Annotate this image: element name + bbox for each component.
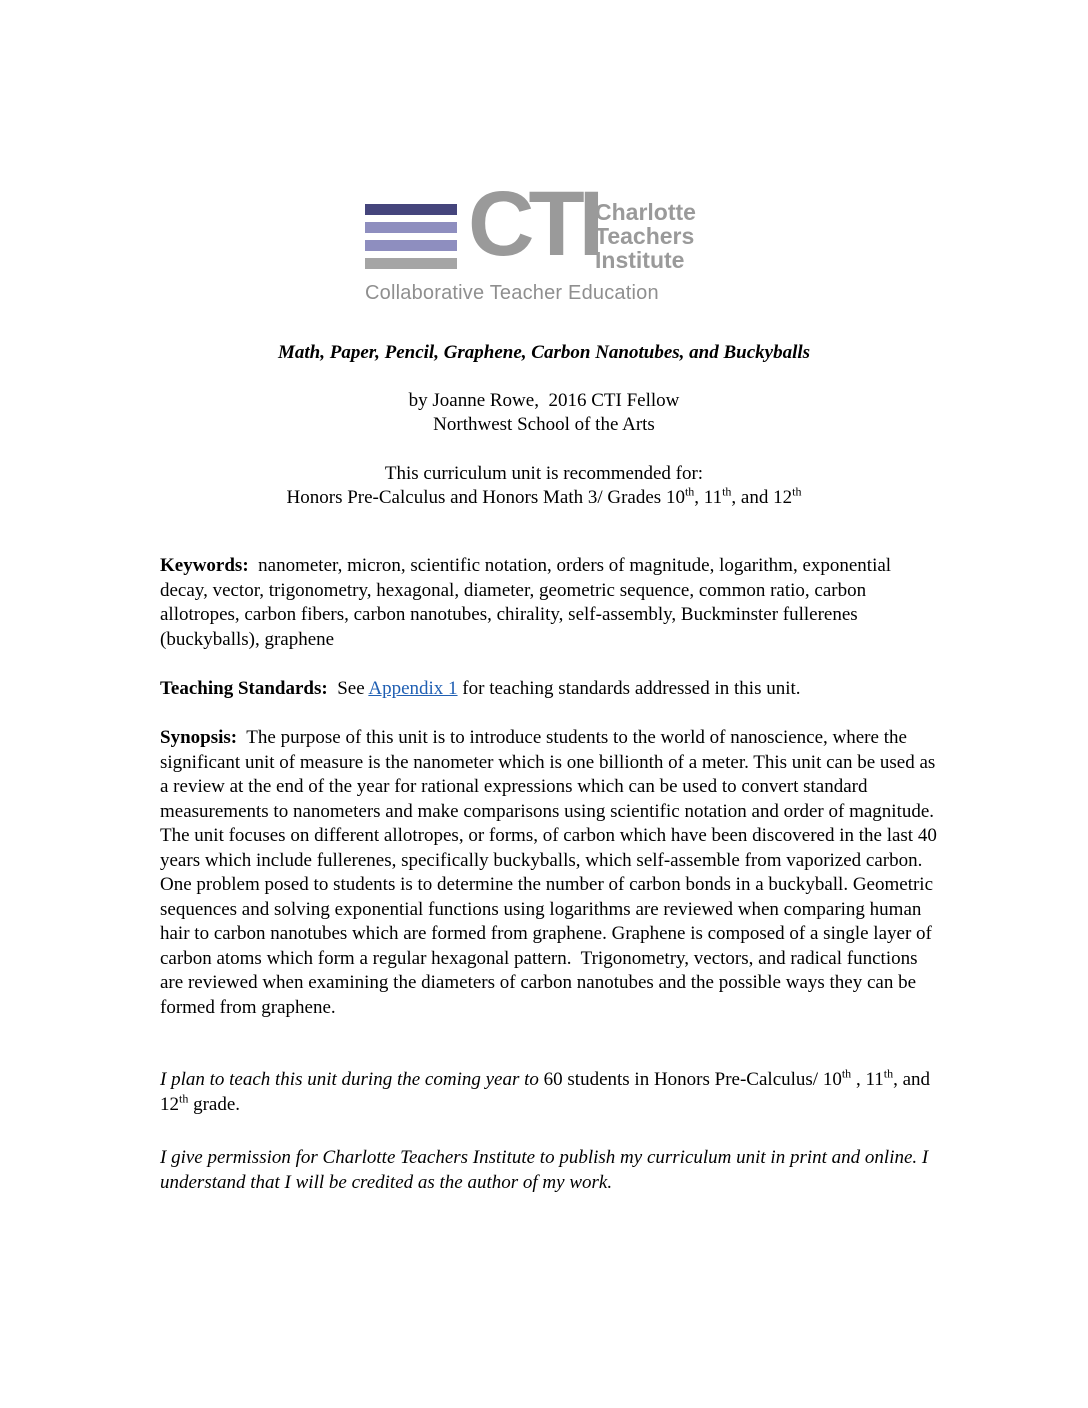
cti-logo [365, 173, 725, 306]
logo-stripes [365, 204, 457, 276]
course-text: Honors Pre-Calculus and Honors Math 3/ Grades 10 [286, 487, 685, 508]
plan-text: 60 students in Honors Pre-Calculus/ 10 [543, 1069, 842, 1090]
logo-mark: CTI [468, 173, 599, 275]
logo-stripe-gray [365, 258, 457, 269]
permission-text: I give permission for Charlotte Teachers Institute to publish my curriculum unit in print and online. I understand that I will be credited as the author of my work. [160, 1147, 929, 1193]
synopsis-label: Synopsis: [160, 727, 238, 748]
grade-separator: , 11 [851, 1069, 884, 1090]
logo-stripe-dark [365, 204, 457, 215]
recommend-course [0, 486, 1088, 510]
standards-post: for teaching standards addressed in this unit. [462, 678, 801, 699]
synopsis-text: The purpose of this unit is to introduce students to the world of nanoscience, where the significant unit of measure is the nanometer which is one billionth of a meter. This unit can be used as a review at the end of the year for rational expressions which can be used to convert standard measurements to nanometers and make comparisons using scientific notation and order of magnitude. The unit focuses on different allotropes, or forms, of carbon which have been discovered in the last 40 years which include fullerenes, specifically buckyballs, which self-assemble from vaporized carbon. One problem posed to students is to determine the number of carbon bonds in a buckyball. Geometric sequences and solving exponential functions using logarithms are reviewed when comparing human hair to carbon nanotubes which are formed from graphene. Graphene is composed of a single layer of carbon atoms which form a regular hexagonal pattern. Trigonometry, vectors, and radical functions are reviewed when examining the diameters of carbon nanotubes and the possible ways they can be formed from graphene. [160, 727, 942, 1018]
school-line: Northwest School of the Arts [433, 414, 655, 435]
recommend-intro: This curriculum unit is recommended for: [384, 463, 704, 484]
plan-italic: I plan to teach this unit during the coming year to [160, 1069, 539, 1090]
grade-suffix: th [792, 484, 802, 499]
author-line: by Joanne Rowe, 2016 CTI Fellow [408, 390, 680, 411]
grade-suffix: th [684, 484, 695, 499]
document-title: Math, Paper, Pencil, Graphene, Carbon Nanotubes, and Buckyballs [277, 342, 811, 363]
plan-end: grade. [188, 1093, 241, 1115]
byline [0, 389, 1088, 437]
logo-tagline: Collaborative Teacher Education [365, 282, 659, 304]
grade-suffix: th [841, 1066, 852, 1081]
keywords-section [160, 554, 940, 652]
appendix-link[interactable]: Appendix 1 [368, 678, 458, 699]
grade-separator: , and 12 [160, 1069, 931, 1115]
standards-pre: See [337, 678, 365, 699]
logo-stripe-light [365, 222, 457, 233]
standards-label: Teaching Standards: [160, 678, 328, 699]
logo-name-line: Institute [595, 247, 685, 273]
plan-section [160, 1068, 940, 1117]
keywords-label: Keywords: [160, 555, 249, 576]
grade-suffix: th [722, 484, 732, 499]
standards-section [160, 677, 940, 702]
grade-suffix: th [179, 1091, 189, 1106]
grade-separator: , and 12 [731, 487, 793, 508]
grade-separator: , 11 [694, 487, 723, 508]
recommendation [0, 462, 1088, 510]
permission-section [160, 1146, 940, 1195]
synopsis-section [160, 726, 940, 1020]
logo-name [595, 200, 696, 272]
logo-name-line: Teachers [595, 223, 695, 249]
logo-stripe-light-2 [365, 240, 457, 251]
grade-suffix: th [883, 1066, 894, 1081]
logo-name-line: Charlotte [595, 199, 696, 225]
keywords-text: nanometer, micron, scientific notation, orders of magnitude, logarithm, exponential decay, vector, trigonometry, hexagonal, diameter, geometric sequence, common ratio, carbon allotropes, carbon fibers, carbon nanotubes, chirality, self-assembly, Buckminster fullerenes (buckyballs), graphene [160, 555, 892, 650]
